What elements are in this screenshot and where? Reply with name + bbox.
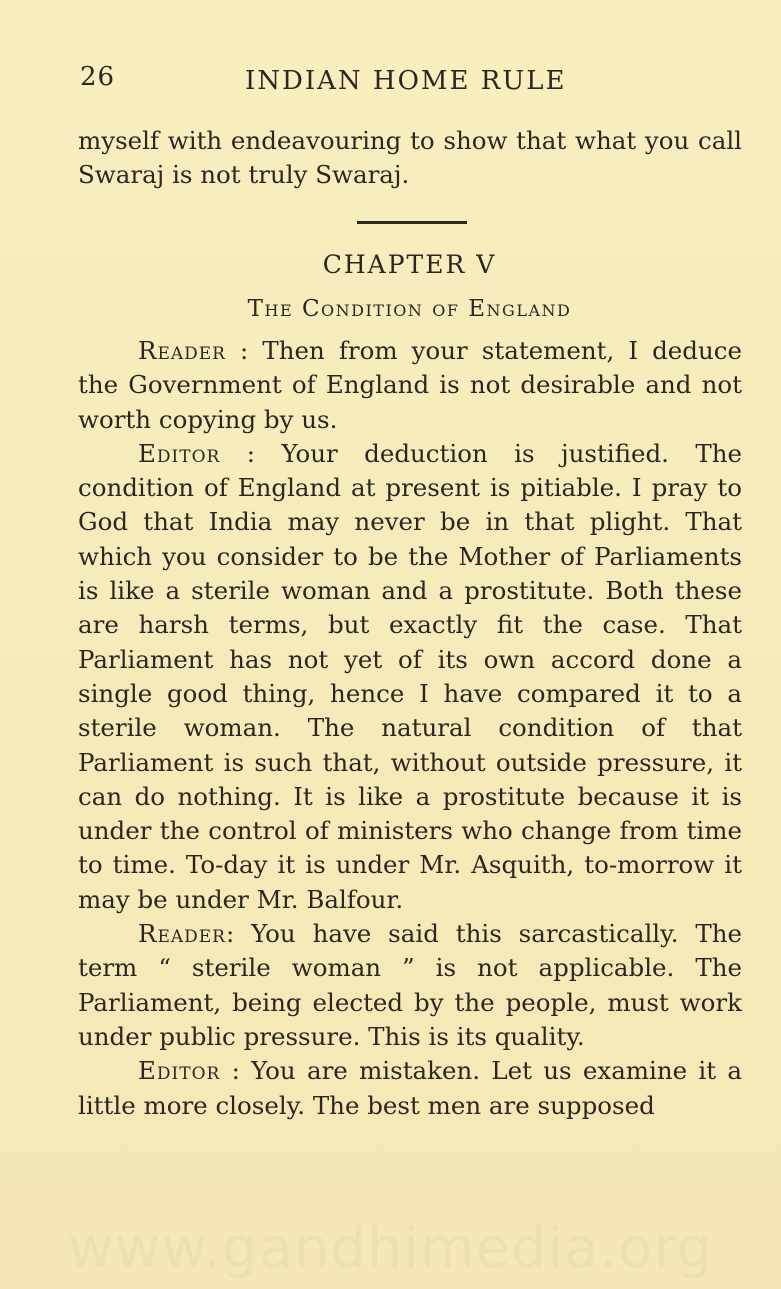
speaker-label: Reader — [138, 919, 226, 949]
chapter-heading: CHAPTER V — [322, 250, 497, 279]
speaker-separator: : — [220, 1056, 252, 1086]
dialogue-paragraph — [78, 437, 742, 917]
chapter-body — [78, 334, 742, 1123]
speaker-separator: : — [225, 919, 252, 949]
paragraph-text: You are mistaken. Let us examine it a little more closely. The best men are supposed — [78, 1056, 742, 1120]
page-header — [80, 60, 740, 104]
speaker-label: Editor — [138, 1056, 221, 1086]
speaker-separator: : — [220, 438, 282, 468]
page-number: 26 — [80, 62, 116, 92]
speaker-label: Reader — [138, 336, 226, 365]
chapter-title: The Condition of England — [247, 296, 572, 322]
dialogue-paragraph — [78, 334, 742, 437]
dialogue-paragraph — [78, 1054, 742, 1123]
dialogue-paragraph — [78, 917, 742, 1054]
section-divider — [357, 221, 467, 224]
running-title: INDIAN HOME RULE — [245, 66, 567, 96]
speaker-separator: : — [225, 336, 263, 365]
paragraph-text: You have said this sarcastically. The term “ sterile woman ” is not applicable. The Parliament, being elected by the people, must work under public pressure. This is its quality. — [78, 919, 742, 1051]
opening-text — [78, 124, 742, 193]
paragraph-text: Your deduction is justified. The condition of England at present is pitiable. I pray to God that India may never be in that plight. That which you consider to be the Mother of Parliaments is like a sterile woman and a prostitute. Both these are harsh terms, but exactly fit the case. That Parliament has not yet of its own accord done a single good thing, hence I have compared it to a sterile woman. The natural condition of that Parliament is such that, without outside pressure, it can do nothing. It is like a prostitute because it is under the control of ministers who change from time to time. To-day it is under Mr. Asquith, to-morrow it may be under Mr. Balfour. — [78, 438, 742, 914]
paragraph-text: Then from your statement, I deduce the Government of England is not desirable and not worth copying by us. — [78, 336, 742, 434]
speaker-label: Editor — [138, 438, 221, 468]
watermark-text: www.gandhimedia.org — [67, 1216, 714, 1281]
opening-paragraph: myself with endeavouring to show that what you call Swaraj is not truly Swaraj. — [78, 126, 742, 190]
